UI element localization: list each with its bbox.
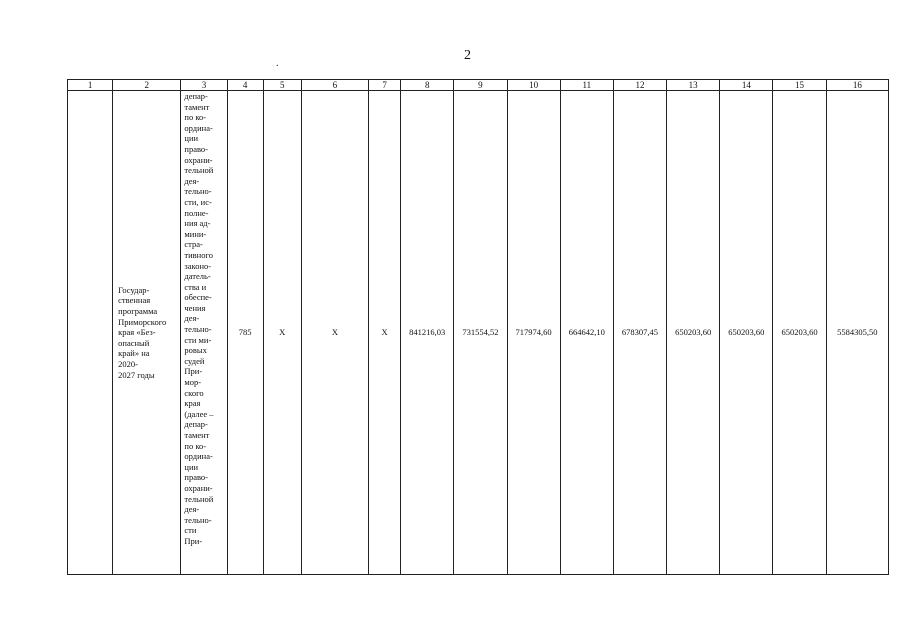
cell-grbs-code: 785 <box>227 91 263 575</box>
cell-amount: 650203,60 <box>667 91 720 575</box>
col-header: 1 <box>68 80 113 91</box>
col-header: 10 <box>507 80 560 91</box>
cell-x: Х <box>301 91 368 575</box>
cell-amount: 841216,03 <box>401 91 454 575</box>
cell-amount: 650203,60 <box>720 91 773 575</box>
cell-responsible-executor <box>181 91 227 575</box>
col-header: 15 <box>773 80 826 91</box>
header-row <box>68 80 889 91</box>
cell-amount: 731554,52 <box>454 91 507 575</box>
cell-amount: 650203,60 <box>773 91 826 575</box>
cell-amount: 664642,10 <box>560 91 613 575</box>
col-header: 16 <box>826 80 888 91</box>
col-header: 13 <box>667 80 720 91</box>
table-row <box>68 91 889 575</box>
program-name-text: Государ- ственная программа Приморского края «Без- опасный край» на 2020- 2027 годы <box>118 284 167 380</box>
col-header: 3 <box>181 80 227 91</box>
col-header: 7 <box>369 80 401 91</box>
col-header: 9 <box>454 80 507 91</box>
cell-program-name <box>113 91 181 575</box>
stray-mark: . <box>276 58 279 69</box>
cell-amount: 717974,60 <box>507 91 560 575</box>
col-header: 14 <box>720 80 773 91</box>
cell-empty <box>68 91 113 575</box>
cell-x: Х <box>369 91 401 575</box>
cell-amount: 678307,45 <box>613 91 666 575</box>
col-header: 2 <box>113 80 181 91</box>
col-header: 4 <box>227 80 263 91</box>
budget-table <box>67 79 889 575</box>
col-header: 11 <box>560 80 613 91</box>
col-header: 12 <box>613 80 666 91</box>
col-header: 6 <box>301 80 368 91</box>
responsible-executor-text: депар- тамент по ко- ордина- ции право- охрани- тельной дея- тельно- сти, ис- полне- ния ад- мини- стра- тивного законо- датель- ства и обеспе- чения дея- тельно- сти ми- ровых судей При- мор- ского края (далее – депар- тамент по ко- ордина- ции право- охрани- тельной дея- тельно- сти При- <box>184 91 214 546</box>
col-header: 5 <box>263 80 301 91</box>
cell-total: 5584305,50 <box>826 91 888 575</box>
page-number: 2 <box>464 48 471 63</box>
cell-x: Х <box>263 91 301 575</box>
col-header: 8 <box>401 80 454 91</box>
